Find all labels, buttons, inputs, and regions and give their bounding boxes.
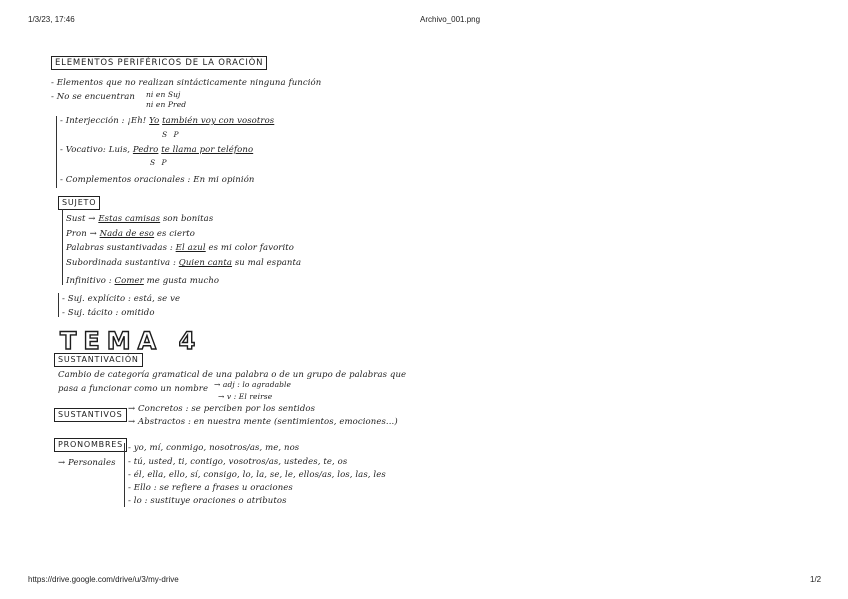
sujeto-item-example: Nada de eso: [99, 229, 155, 239]
section-title-perifericos: ELEMENTOS PERIFÉRICOS DE LA ORACIÓN: [51, 56, 267, 70]
tema-heading: TEMA 4: [60, 327, 203, 355]
intro-line-1: - Elementos que no realizan sintácticamente ninguna función: [51, 78, 322, 88]
section-title-sustantivos: SUSTANTIVOS: [54, 408, 127, 422]
periferico-example-subject: Pedro: [132, 145, 159, 155]
personales-item-5: - lo : sustituye oraciones o atributos: [128, 496, 287, 506]
sustantivos-abstractos: → Abstractos : en nuestra mente (sentimientos, emociones...): [128, 417, 398, 427]
section-title-sustantivacion: SUSTANTIVACIÓN: [54, 353, 143, 367]
sujeto-item-example: El azul: [175, 243, 206, 253]
sujeto-tipo-tacito: - Suj. tácito : omitido: [62, 308, 155, 318]
periferico-interjeccion: [60, 116, 274, 126]
sujeto-item-type: Palabras sustantivadas :: [66, 243, 176, 253]
print-file-title: Archivo_001.png: [420, 15, 481, 24]
periferico-complementos: - Complementos oracionales : En mi opinión: [60, 175, 255, 185]
sujeto-item-rest: me gusta mucho: [143, 276, 220, 286]
periferico-label: - Vocativo: Luis,: [60, 145, 133, 155]
sujeto-item: [66, 214, 213, 224]
print-datetime: 1/3/23, 17:46: [28, 15, 75, 24]
sujeto-item-rest: es cierto: [154, 229, 196, 239]
sujeto-item-example: Quien canta: [178, 258, 233, 268]
periferico-example-predicate: te llama por teléfono: [161, 145, 254, 155]
sujeto-item-type: Pron →: [66, 229, 100, 239]
personales-item-3: - él, ella, ello, sí, consigo, lo, la, se, le, ellos/as, los, las, les: [128, 470, 386, 480]
sujeto-item-rest: su mal espanta: [232, 258, 302, 268]
periferico-marks-1: S P: [162, 130, 181, 139]
sujeto-item-type: Sust →: [66, 214, 99, 224]
section-title-sujeto: SUJETO: [58, 196, 100, 210]
sujeto-tipo-explicito: - Suj. explícito : está, se ve: [62, 294, 181, 304]
intro-line-2: - No se encuentran: [51, 92, 135, 102]
sujeto-item-type: Infinitivo :: [66, 276, 115, 286]
periferico-marks-2: S P: [150, 158, 169, 167]
print-url: https://drive.google.com/drive/u/3/my-drive: [28, 575, 179, 584]
periferico-example-subject: Yo: [149, 116, 160, 126]
bracket-sujeto: [62, 209, 63, 285]
personales-item-4: - Ello : se refiere a frases u oraciones: [128, 483, 293, 493]
sujeto-item-rest: son bonitas: [160, 214, 214, 224]
periferico-label: - Interjección : ¡Eh!: [60, 116, 150, 126]
sustantivacion-text-1: Cambio de categoría gramatical de una palabra o de un grupo de palabras que: [58, 370, 407, 380]
sujeto-item-type: Subordinada sustantiva :: [66, 258, 179, 268]
sujeto-item-example: Estas camisas: [98, 214, 161, 224]
bracket-sujeto-tipos: [58, 293, 59, 317]
periferico-vocativo: [60, 145, 253, 155]
sujeto-item: [66, 229, 195, 239]
sustantivacion-example-adj: → adj : lo agradable: [214, 380, 292, 389]
sujeto-item: [66, 243, 294, 253]
sujeto-item-example: Comer: [114, 276, 144, 286]
intro-sub-2: ni en Pred: [146, 100, 187, 109]
sujeto-item: [66, 276, 219, 286]
bracket-personales: [124, 443, 125, 507]
intro-sub-1: ni en Suj: [146, 90, 181, 99]
sujeto-item: [66, 258, 301, 268]
personales-item-2: - tú, usted, ti, contigo, vosotros/as, ustedes, te, os: [128, 457, 348, 467]
print-page-number: 1/2: [810, 575, 822, 584]
personales-item-1: - yo, mí, conmigo, nosotros/as, me, nos: [128, 443, 300, 453]
periferico-example-predicate: también voy con vosotros: [162, 116, 275, 126]
sujeto-item-rest: es mi color favorito: [205, 243, 295, 253]
section-title-pronombres: PRONOMBRES: [54, 438, 127, 452]
sustantivacion-text-2: pasa a funcionar como un nombre: [58, 384, 209, 394]
pronombres-personales-label: → Personales: [58, 458, 116, 468]
sustantivos-concretos: → Concretos : se perciben por los sentidos: [128, 404, 316, 414]
bracket-perifericos: [56, 116, 57, 188]
sustantivacion-example-verb: → v : El reirse: [218, 392, 273, 401]
